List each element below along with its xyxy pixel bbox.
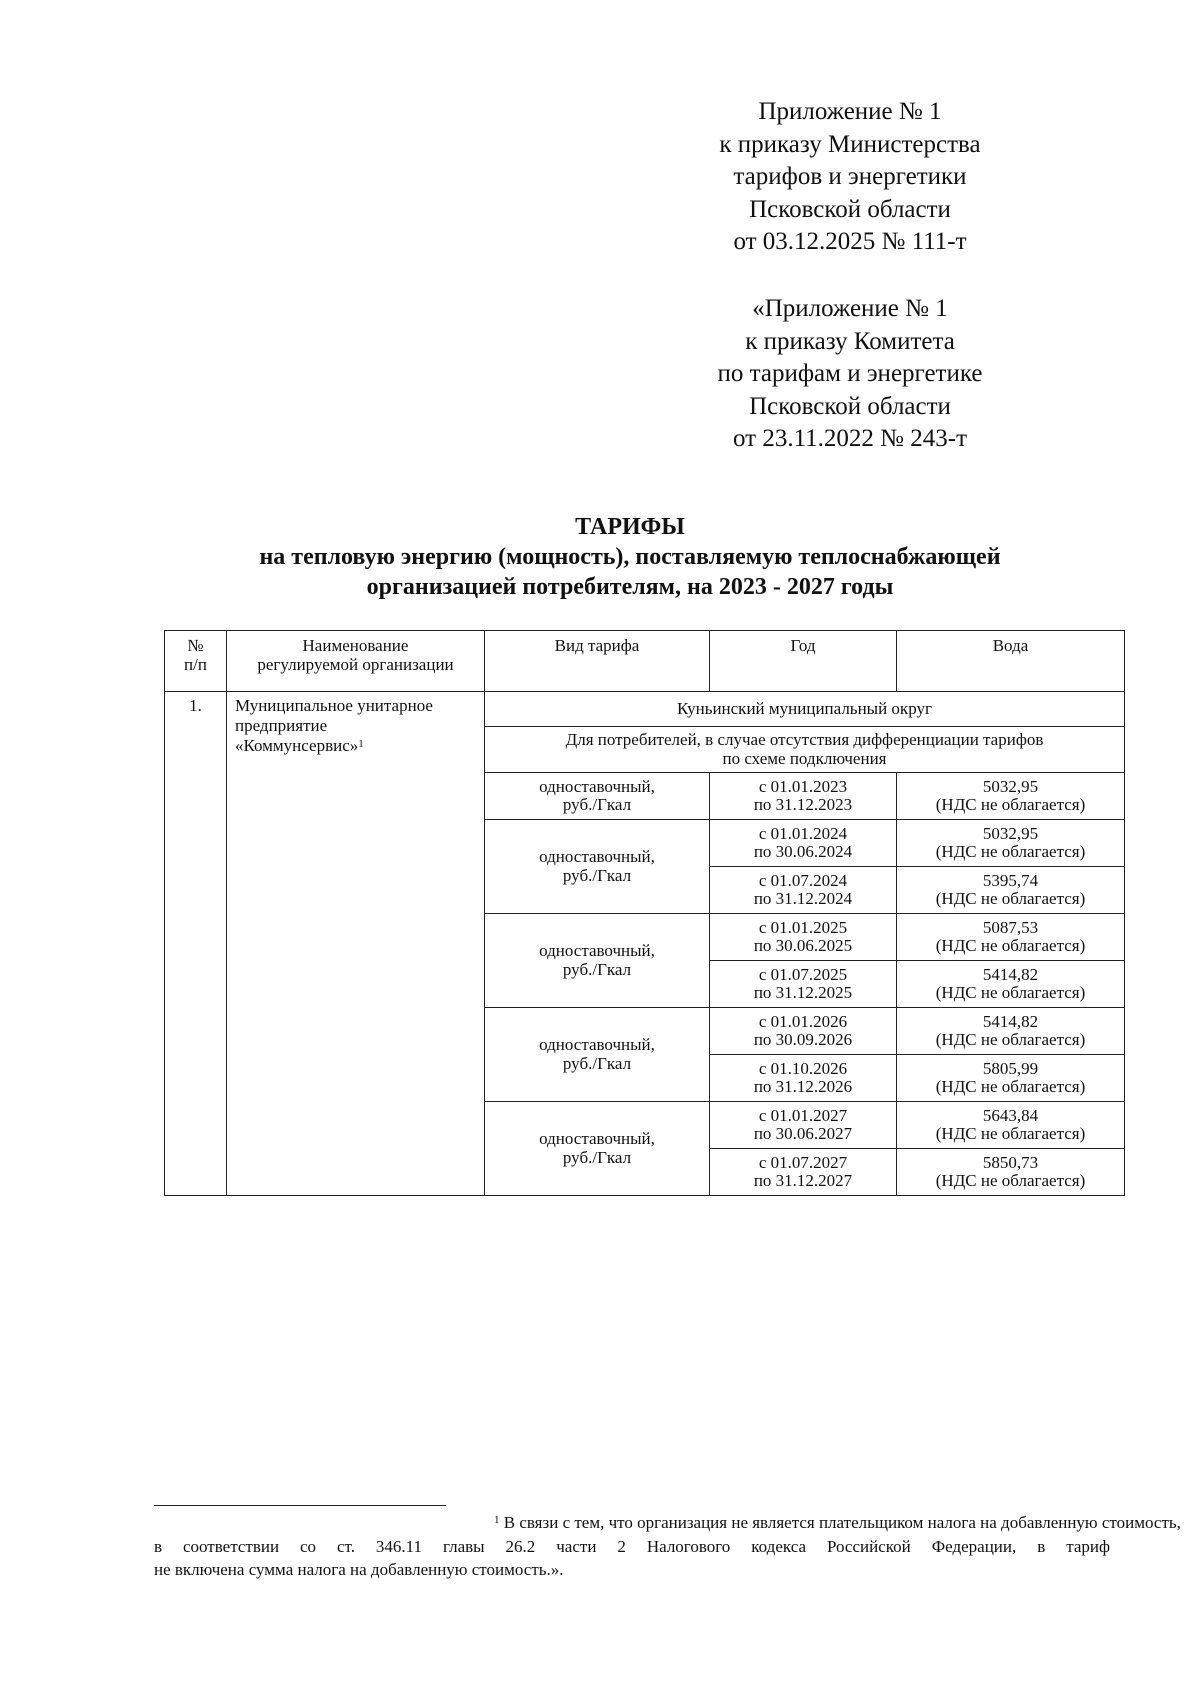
table-header-row xyxy=(165,631,1125,692)
title-line: на тепловую энергию (мощность), поставляемую теплоснабжающей xyxy=(259,544,1001,570)
appendix-line: от 03.12.2025 № 111-т xyxy=(733,228,967,255)
tariff-value-cell: 5032,95 (НДС не облагается) xyxy=(897,773,1125,820)
tariff-type-cell: одноставочный, руб./Гкал xyxy=(485,1102,710,1196)
tariff-value-cell: 5395,74 (НДС не облагается) xyxy=(897,867,1125,914)
document-title xyxy=(0,512,1200,602)
tariff-value-cell: 5414,82 (НДС не облагается) xyxy=(897,1008,1125,1055)
appendix-line: Псковской области xyxy=(749,195,951,223)
appendix-line: тарифов и энергетики xyxy=(733,163,967,190)
tariff-type-cell: одноставочный, руб./Гкал xyxy=(485,773,710,820)
appendix-line: по тарифам и энергетике xyxy=(717,360,983,387)
period-cell: с 01.01.2024 по 30.06.2024 xyxy=(710,820,897,867)
tariff-type-cell: одноставочный, руб./Гкал xyxy=(485,820,710,914)
period-cell: с 01.01.2027 по 30.06.2027 xyxy=(710,1102,897,1149)
period-cell: с 01.01.2026 по 30.09.2026 xyxy=(710,1008,897,1055)
header-tariff-type: Вид тарифа xyxy=(485,631,710,692)
district-name: Куньинский муниципальный округ xyxy=(485,692,1125,727)
tariff-value-cell: 5643,84 (НДС не облагается) xyxy=(897,1102,1125,1149)
tariff-value-cell: 5850,73 (НДС не облагается) xyxy=(897,1149,1125,1196)
period-cell: с 01.01.2023 по 31.12.2023 xyxy=(710,773,897,820)
period-cell: с 01.10.2026 по 31.12.2026 xyxy=(710,1055,897,1102)
row-number: 1. xyxy=(165,692,227,1196)
header-water: Вода xyxy=(897,631,1125,692)
footnote-line: в соответствии со ст. 346.11 главы 26.2 части 2 Налогового кодекса Российской Федерации, в тариф xyxy=(154,1536,1110,1556)
appendix-header-original xyxy=(660,293,1040,456)
appendix-line: от 23.11.2022 № 243-т xyxy=(732,425,968,452)
tariff-value-cell: 5032,95 (НДС не облагается) xyxy=(897,820,1125,867)
header-number: № п/п xyxy=(165,631,227,692)
tariff-type-cell: одноставочный, руб./Гкал xyxy=(485,1008,710,1102)
tariff-value-cell: 5805,99 (НДС не облагается) xyxy=(897,1055,1125,1102)
organization-name: Муниципальное унитарное предприятие «Коммунсервис»$^1$ xyxy=(227,692,485,1196)
tariff-table xyxy=(164,630,1125,1196)
appendix-line: к приказу Министерства xyxy=(719,130,981,158)
footnote-mark: 1 xyxy=(494,1514,500,1526)
table-row xyxy=(165,692,1125,727)
header-organization: Наименование регулируемой организации xyxy=(227,631,485,692)
tariff-type-cell: одноставочный, руб./Гкал xyxy=(485,914,710,1008)
tariff-value-cell: 5414,82 (НДС не облагается) xyxy=(897,961,1125,1008)
footnote-mark: 1 xyxy=(358,738,364,750)
period-cell: с 01.01.2025 по 30.06.2025 xyxy=(710,914,897,961)
header-year: Год xyxy=(710,631,897,692)
appendix-line: «Приложение № 1 xyxy=(752,295,948,322)
title-heading: ТАРИФЫ xyxy=(575,514,685,540)
consumer-group: Для потребителей, в случае отсутствия дифференциации тарифов по схеме подключения xyxy=(485,727,1125,773)
appendix-line: к приказу Комитета xyxy=(745,327,955,355)
appendix-line: Псковской области xyxy=(749,392,951,420)
appendix-line: Приложение № 1 xyxy=(758,98,942,125)
period-cell: с 01.07.2025 по 31.12.2025 xyxy=(710,961,897,1008)
footnote-line: $^1$ В связи с тем, что организация не является плательщиком налога на добавленную стоимость, xyxy=(494,1513,1181,1532)
footnote-line: не включена сумма налога на добавленную стоимость.». xyxy=(154,1560,564,1579)
title-line: организацией потребителям, на 2023 - 2027 годы xyxy=(366,574,894,600)
footnote xyxy=(154,1511,1181,1582)
period-cell: с 01.07.2027 по 31.12.2027 xyxy=(710,1149,897,1196)
appendix-header-current xyxy=(660,96,1040,259)
tariff-value-cell: 5087,53 (НДС не облагается) xyxy=(897,914,1125,961)
footnote-separator xyxy=(154,1505,446,1506)
period-cell: с 01.07.2024 по 31.12.2024 xyxy=(710,867,897,914)
